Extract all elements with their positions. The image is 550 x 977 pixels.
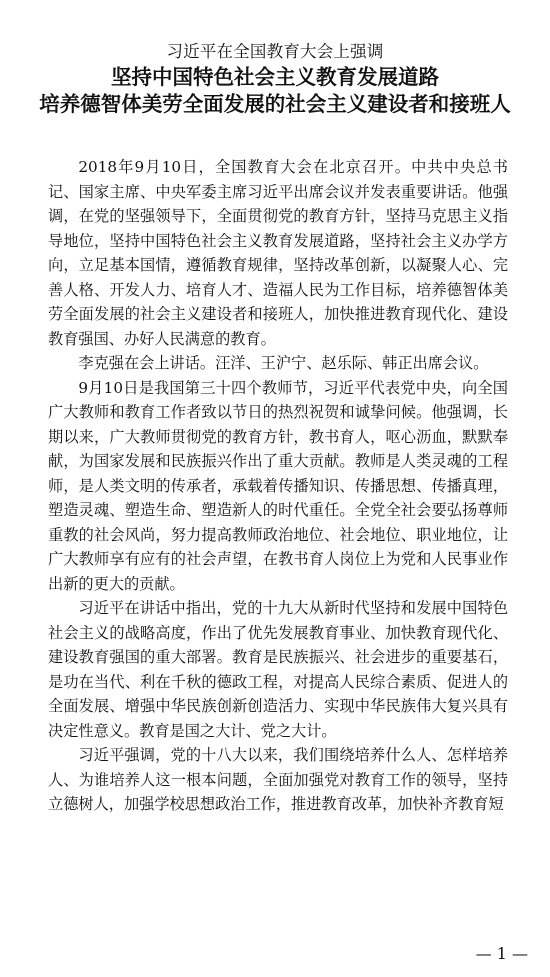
paragraph: 习近平在讲话中指出，党的十九大从新时代坚持和发展中国特色社会主义的战略高度，作出了优先发展教育事业、加快教育现代化、建设教育强国的重大部署。教育是民族振兴、社会进步的重要基石，是功在当代、利在千秋的德政工程，对提高人民综合素质、促进人的全面发展、增强中华民族创新创造活力、实现中华民族伟大复兴具有决定性意义。教育是国之大计、党之大计。	[48, 599, 508, 740]
paragraph: 9月10日是我国第三十四个教师节，习近平代表党中央，向全国广大教师和教育工作者致以节日的热烈祝贺和诚挚问候。他强调，长期以来，广大教师贯彻党的教育方针，教书育人，呕心沥血，默默奉献，为国家发展和民族振兴作出了重大贡献。教师是人类灵魂的工程师，是人类文明的传承者，承载着传播知识、传播思想、传播真理，塑造灵魂、塑造生命、塑造新人的时代重任。全党全社会要弘扬尊师重教的社会风尚，努力提高教师政治地位、社会地位、职业地位，让广大教师享有应有的社会声望，在教书育人岗位上为党和人民事业作出新的更大的贡献。	[48, 378, 508, 593]
paragraph: 2018年9月10日，全国教育大会在北京召开。中共中央总书记、国家主席、中央军委主席习近平出席会议并发表重要讲话。他强调，在党的坚强领导下，全面贯彻党的教育方针，坚持马克思主义指导地位，坚持中国特色社会主义教育发展道路，坚持社会主义办学方向，立足基本国情，遵循教育规律，坚持改革创新，以凝聚人心、完善人格、开发人力、培育人才、造福人民为工作目标，培养德智体美劳全面发展的社会主义建设者和接班人，加快推进教育现代化、建设教育强国、办好人民满意的教育。	[48, 158, 508, 348]
article-title-line-2: 培养德智体美劳全面发展的社会主义建设者和接班人	[39, 92, 511, 116]
paragraph: 习近平强调，党的十八大以来，我们围绕培养什么人、怎样培养人、为谁培养人这一根本问题，全面加强党对教育工作的领导，坚持立德树人，加强学校思想政治工作，推进教育改革，加快补齐教育短	[48, 746, 508, 813]
article-title-line-1: 坚持中国特色社会主义教育发展道路	[111, 65, 439, 89]
article-kicker: 习近平在全国教育大会上强调	[166, 42, 384, 61]
article-body	[48, 155, 508, 817]
article-header	[10, 40, 540, 118]
page-number: — 1 —	[475, 944, 528, 963]
paragraph: 李克强在会上讲话。汪洋、王沪宁、赵乐际、韩正出席会议。	[78, 354, 489, 372]
